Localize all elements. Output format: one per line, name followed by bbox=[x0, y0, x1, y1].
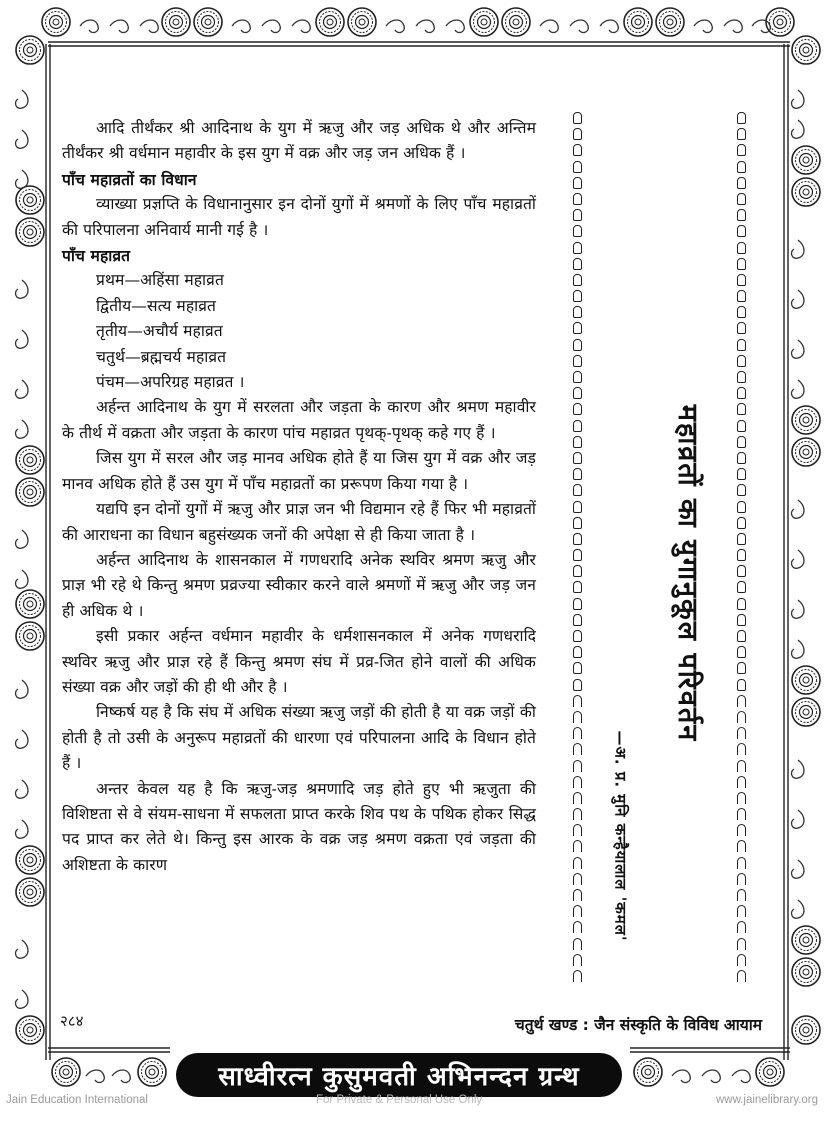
chain-link-icon bbox=[573, 760, 582, 772]
chain-link-icon bbox=[737, 403, 746, 415]
chain-link-icon bbox=[573, 581, 582, 593]
decorative-chain-right bbox=[730, 110, 752, 984]
paragraph: निष्कर्ष यह है कि संघ में अधिक संख्या ऋजु जड़ों की होती है या वक्र जड़ों की होती है तो उसी के अनुरूप महाव्रतों की धारणा एवं परिपालना आदि के विधान होते हैं । bbox=[62, 703, 536, 773]
chain-link-icon bbox=[573, 711, 582, 723]
chain-link-icon bbox=[737, 954, 746, 966]
chain-link-icon bbox=[737, 727, 746, 739]
chain-link-icon bbox=[573, 517, 582, 529]
article-body bbox=[62, 116, 536, 878]
section-heading: पाँच महाव्रतों का विधान bbox=[62, 169, 197, 189]
chain-link-icon bbox=[573, 630, 582, 642]
chain-link-icon bbox=[737, 808, 746, 820]
article-title-text: महाव्रतों का युगानुकूल परिवर्तन bbox=[672, 404, 704, 742]
paragraph: आदि तीर्थंकर श्री आदिनाथ के युग में ऋजु और जड़ अधिक थे और अन्तिम तीर्थंकर श्री वर्धमान महावीर के इस युग में वक्र और जड़ जन अधिक हैं । bbox=[62, 119, 536, 163]
section-heading: पाँच महाव्रत bbox=[62, 246, 131, 266]
chain-link-icon bbox=[737, 225, 746, 237]
chain-link-icon bbox=[573, 177, 582, 189]
watermark-right[interactable]: www.jainelibrary.org bbox=[715, 1094, 818, 1106]
chain-link-icon bbox=[573, 938, 582, 950]
chain-link-icon bbox=[737, 339, 746, 351]
chain-link-icon bbox=[737, 581, 746, 593]
vrata-list-item: पंचम—अपरिग्रह महाव्रत । bbox=[96, 373, 245, 392]
chain-link-icon bbox=[737, 209, 746, 221]
chain-link-icon bbox=[737, 242, 746, 254]
chain-link-icon bbox=[573, 112, 582, 124]
chain-link-icon bbox=[737, 161, 746, 173]
chain-link-icon bbox=[573, 387, 582, 399]
chain-link-icon bbox=[573, 549, 582, 561]
chain-link-icon bbox=[573, 403, 582, 415]
chain-link-icon bbox=[737, 144, 746, 156]
paragraph: इसी प्रकार अर्हन्त वर्धमान महावीर के धर्मशासनकाल में अनेक गणधरादि स्थविर ऋजु और प्राज्ञ रहे हैं किन्तु श्रमण संघ में प्रव्र-जित होने वालों की अधिक संख्या वक्र और जड़ों की ही थी और है । bbox=[62, 627, 536, 696]
decorative-chain-left bbox=[566, 110, 588, 984]
chain-link-icon bbox=[573, 501, 582, 513]
chain-link-icon bbox=[737, 484, 746, 496]
chain-link-icon bbox=[573, 484, 582, 496]
chain-link-icon bbox=[573, 662, 582, 674]
watermark-center: For Private & Personal Use Only bbox=[316, 1094, 483, 1106]
chain-link-icon bbox=[737, 792, 746, 804]
chain-link-icon bbox=[737, 371, 746, 383]
chain-link-icon bbox=[737, 970, 746, 982]
chain-link-icon bbox=[737, 387, 746, 399]
chain-link-icon bbox=[573, 144, 582, 156]
chain-link-icon bbox=[573, 873, 582, 885]
chain-link-icon bbox=[573, 743, 582, 755]
chain-link-icon bbox=[737, 614, 746, 626]
chain-link-icon bbox=[737, 695, 746, 707]
chain-link-icon bbox=[573, 274, 582, 286]
section-title: चतुर्थ खण्ड : जैन संस्कृति के विविध आयाम bbox=[514, 1016, 762, 1034]
vrata-list-item: तृतीय—अचौर्य महाव्रत bbox=[96, 322, 223, 341]
chain-link-icon bbox=[737, 598, 746, 610]
chain-link-icon bbox=[573, 436, 582, 448]
chain-link-icon bbox=[573, 452, 582, 464]
paragraph: यद्यपि इन दोनों युगों में ऋजु और प्राज्ञ जन भी विद्यमान रहे हैं फिर भी महाव्रतों की आराधना का विधान बहुसंख्यक जनों की अपेक्षा से ही किया जाता है । bbox=[62, 500, 536, 544]
chain-link-icon bbox=[737, 743, 746, 755]
article-title bbox=[668, 388, 712, 758]
article-author bbox=[606, 702, 636, 970]
chain-link-icon bbox=[737, 533, 746, 545]
chain-link-icon bbox=[573, 857, 582, 869]
article-author-text: —अ. प्र. मुनि कन्हैयालाल 'कमल' bbox=[612, 730, 630, 942]
chain-link-icon bbox=[573, 371, 582, 383]
chain-link-icon bbox=[573, 533, 582, 545]
chain-link-icon bbox=[737, 824, 746, 836]
chain-link-icon bbox=[573, 242, 582, 254]
chain-link-icon bbox=[737, 420, 746, 432]
watermark-left: Jain Education International bbox=[6, 1094, 148, 1106]
vrata-list-item: चतुर्थ—ब्रह्मचर्य महाव्रत bbox=[96, 347, 227, 366]
chain-link-icon bbox=[573, 921, 582, 933]
chain-link-icon bbox=[573, 808, 582, 820]
chain-link-icon bbox=[573, 420, 582, 432]
chain-link-icon bbox=[737, 274, 746, 286]
vrata-list-item: प्रथम—अहिंसा महाव्रत bbox=[96, 271, 224, 290]
paragraph: अर्हन्त आदिनाथ के युग में सरलता और जड़ता के कारण और श्रमण महावीर के तीर्थ में वक्रता और जड़ता के कारण पांच महाव्रत पृथक्-पृथक् कहे गए हैं । bbox=[62, 398, 536, 442]
chain-link-icon bbox=[737, 662, 746, 674]
chain-link-icon bbox=[737, 112, 746, 124]
paragraph: अन्तर केवल यह है कि ऋजु-जड़ श्रमणादि जड़ होते हुए भी ऋजुता की विशिष्टता से वे संयम-साधना में सफलता प्राप्त करके शिव पथ के पथिक होकर सिद्ध पद प्राप्त कर लेते थे। किन्तु इस आरक के वक्र जड़ श्रमण वक्रता एवं जड़ता की अशिष्टता के कारण bbox=[62, 779, 536, 874]
chain-link-icon bbox=[737, 322, 746, 334]
chain-link-icon bbox=[573, 306, 582, 318]
chain-link-icon bbox=[737, 905, 746, 917]
chain-link-icon bbox=[737, 646, 746, 658]
chain-link-icon bbox=[737, 468, 746, 480]
chain-link-icon bbox=[573, 679, 582, 691]
chain-link-icon bbox=[737, 549, 746, 561]
book-title: साध्वीरत्न कुसुमवती अभिनन्दन ग्रन्थ bbox=[218, 1062, 580, 1092]
chain-link-icon bbox=[573, 209, 582, 221]
chain-link-icon bbox=[573, 646, 582, 658]
chain-link-icon bbox=[737, 355, 746, 367]
chain-link-icon bbox=[737, 873, 746, 885]
chain-link-icon bbox=[737, 306, 746, 318]
chain-link-icon bbox=[737, 630, 746, 642]
vrata-list-item: द्वितीय—सत्य महाव्रत bbox=[96, 296, 217, 315]
chain-link-icon bbox=[737, 857, 746, 869]
paragraph: अर्हन्त आदिनाथ के शासनकाल में गणधरादि अनेक स्थविर श्रमण ऋजु और प्राज्ञ भी रहे थे किन्तु श्रमण प्रव्रज्या स्वीकार करने वाले श्रमणों में ऋजु और जड़ जन ही अधिक थे । bbox=[62, 550, 536, 620]
page-number: २८४ bbox=[60, 1012, 84, 1030]
chain-link-icon bbox=[737, 840, 746, 852]
book-title-banner bbox=[176, 1053, 622, 1097]
chain-link-icon bbox=[573, 824, 582, 836]
chain-link-icon bbox=[573, 905, 582, 917]
chain-link-icon bbox=[573, 468, 582, 480]
paragraph: व्याख्या प्रज्ञप्ति के विधानानुसार इन दोनों युगों में श्रमणों के लिए पाँच महाव्रतों की परिपालना अनिवार्य मानी गई है । bbox=[62, 195, 536, 239]
chain-link-icon bbox=[737, 760, 746, 772]
chain-link-icon bbox=[737, 517, 746, 529]
chain-link-icon bbox=[573, 258, 582, 270]
chain-link-icon bbox=[737, 565, 746, 577]
chain-link-icon bbox=[737, 938, 746, 950]
chain-link-icon bbox=[573, 193, 582, 205]
chain-link-icon bbox=[573, 840, 582, 852]
chain-link-icon bbox=[573, 889, 582, 901]
chain-link-icon bbox=[573, 161, 582, 173]
chain-link-icon bbox=[737, 889, 746, 901]
chain-link-icon bbox=[573, 598, 582, 610]
chain-link-icon bbox=[573, 322, 582, 334]
chain-link-icon bbox=[737, 776, 746, 788]
chain-link-icon bbox=[573, 695, 582, 707]
chain-link-icon bbox=[737, 290, 746, 302]
chain-link-icon bbox=[737, 258, 746, 270]
chain-link-icon bbox=[573, 792, 582, 804]
chain-link-icon bbox=[737, 177, 746, 189]
chain-link-icon bbox=[573, 614, 582, 626]
chain-link-icon bbox=[573, 128, 582, 140]
chain-link-icon bbox=[573, 225, 582, 237]
chain-link-icon bbox=[737, 436, 746, 448]
chain-link-icon bbox=[737, 128, 746, 140]
chain-link-icon bbox=[737, 193, 746, 205]
chain-link-icon bbox=[573, 776, 582, 788]
chain-link-icon bbox=[573, 339, 582, 351]
chain-link-icon bbox=[573, 290, 582, 302]
chain-link-icon bbox=[573, 954, 582, 966]
paragraph: जिस युग में सरल और जड़ मानव अधिक होते हैं या जिस युग में वक्र और जड़ मानव अधिक होते हैं उस युग में पाँच महाव्रतों का प्ररूपण किया गया है । bbox=[62, 449, 536, 493]
chain-link-icon bbox=[737, 711, 746, 723]
chain-link-icon bbox=[737, 921, 746, 933]
chain-link-icon bbox=[737, 501, 746, 513]
chain-link-icon bbox=[737, 679, 746, 691]
chain-link-icon bbox=[737, 452, 746, 464]
chain-link-icon bbox=[573, 355, 582, 367]
chain-link-icon bbox=[573, 970, 582, 982]
chain-link-icon bbox=[573, 727, 582, 739]
chain-link-icon bbox=[573, 565, 582, 577]
